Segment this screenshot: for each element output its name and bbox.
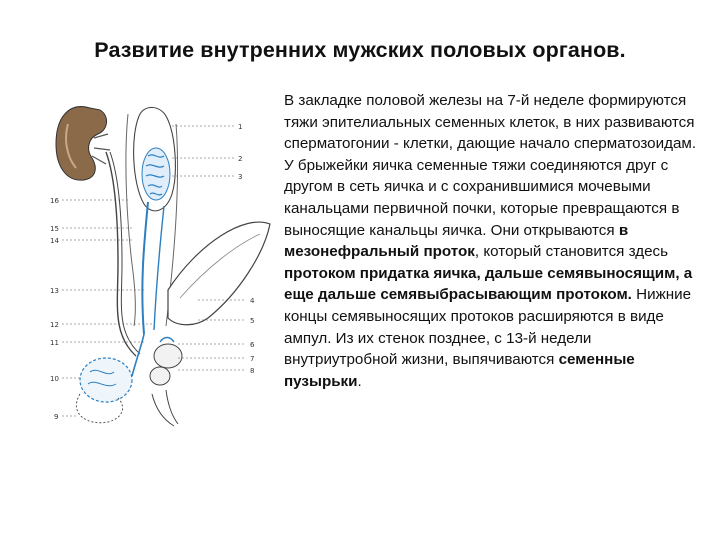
figure-label: 8 (250, 367, 255, 375)
emphasis-ducts: протоком придатка яичка, дальше семявыносящим, а еще дальше семявыбрасывающим протоком. (284, 264, 693, 304)
prostate-drawing (150, 338, 182, 427)
slide-title: Развитие внутренних мужских половых органов. (94, 38, 626, 62)
bladder-drawing (168, 222, 270, 325)
figure-label: 15 (50, 225, 59, 233)
text-run: . (357, 372, 362, 390)
testis-drawing (80, 334, 144, 402)
figure-label: 5 (250, 317, 255, 325)
figure-label: 11 (50, 339, 59, 347)
figure-label: 14 (50, 237, 59, 245)
figure-label: 12 (50, 321, 59, 329)
anatomy-illustration (48, 94, 280, 434)
paragraph-2 (284, 155, 704, 393)
body-text (284, 90, 704, 392)
figure-label: 6 (250, 341, 255, 349)
figure-label: 4 (250, 297, 255, 305)
figure-label: 13 (50, 287, 59, 295)
figure-label: 2 (238, 155, 243, 163)
figure-label: 10 (50, 375, 59, 383)
emphasis-seminal-vesicles: семенные пузырьки (284, 351, 635, 390)
figure-label: 7 (250, 355, 255, 363)
text-run: , который становится здесь (474, 243, 669, 261)
figure-label: 16 (50, 197, 59, 205)
text-run: Нижние концы семявыносящих протоков расширяются в виде ампул. Из их стенок позднее, с 13-й недели внутриутробной жизни, выпячиваются (284, 286, 692, 369)
text-run: У брыжейки яичка семенные тяжи соединяются друг с другом в сеть яичка и с сохранившимися мочевыми канальцами первичной почки, которые превращаются в выносящие канальцы яичка. Они открываются (284, 156, 680, 239)
figure-label: 9 (54, 413, 59, 421)
mesonephros-drawing (134, 107, 176, 210)
paragraph-1: В закладке половой железы на 7-й неделе формируются тяжи эпителиальных семенных клеток, в них развиваются сперматогонии - клетки, дающие начало сперматозоидам. (284, 92, 697, 153)
figure-label: 1 (238, 123, 243, 131)
figure-label: 3 (238, 173, 243, 181)
emphasis-mesonephric-duct: в мезонефральный проток (284, 221, 629, 261)
kidney-drawing (56, 107, 110, 181)
